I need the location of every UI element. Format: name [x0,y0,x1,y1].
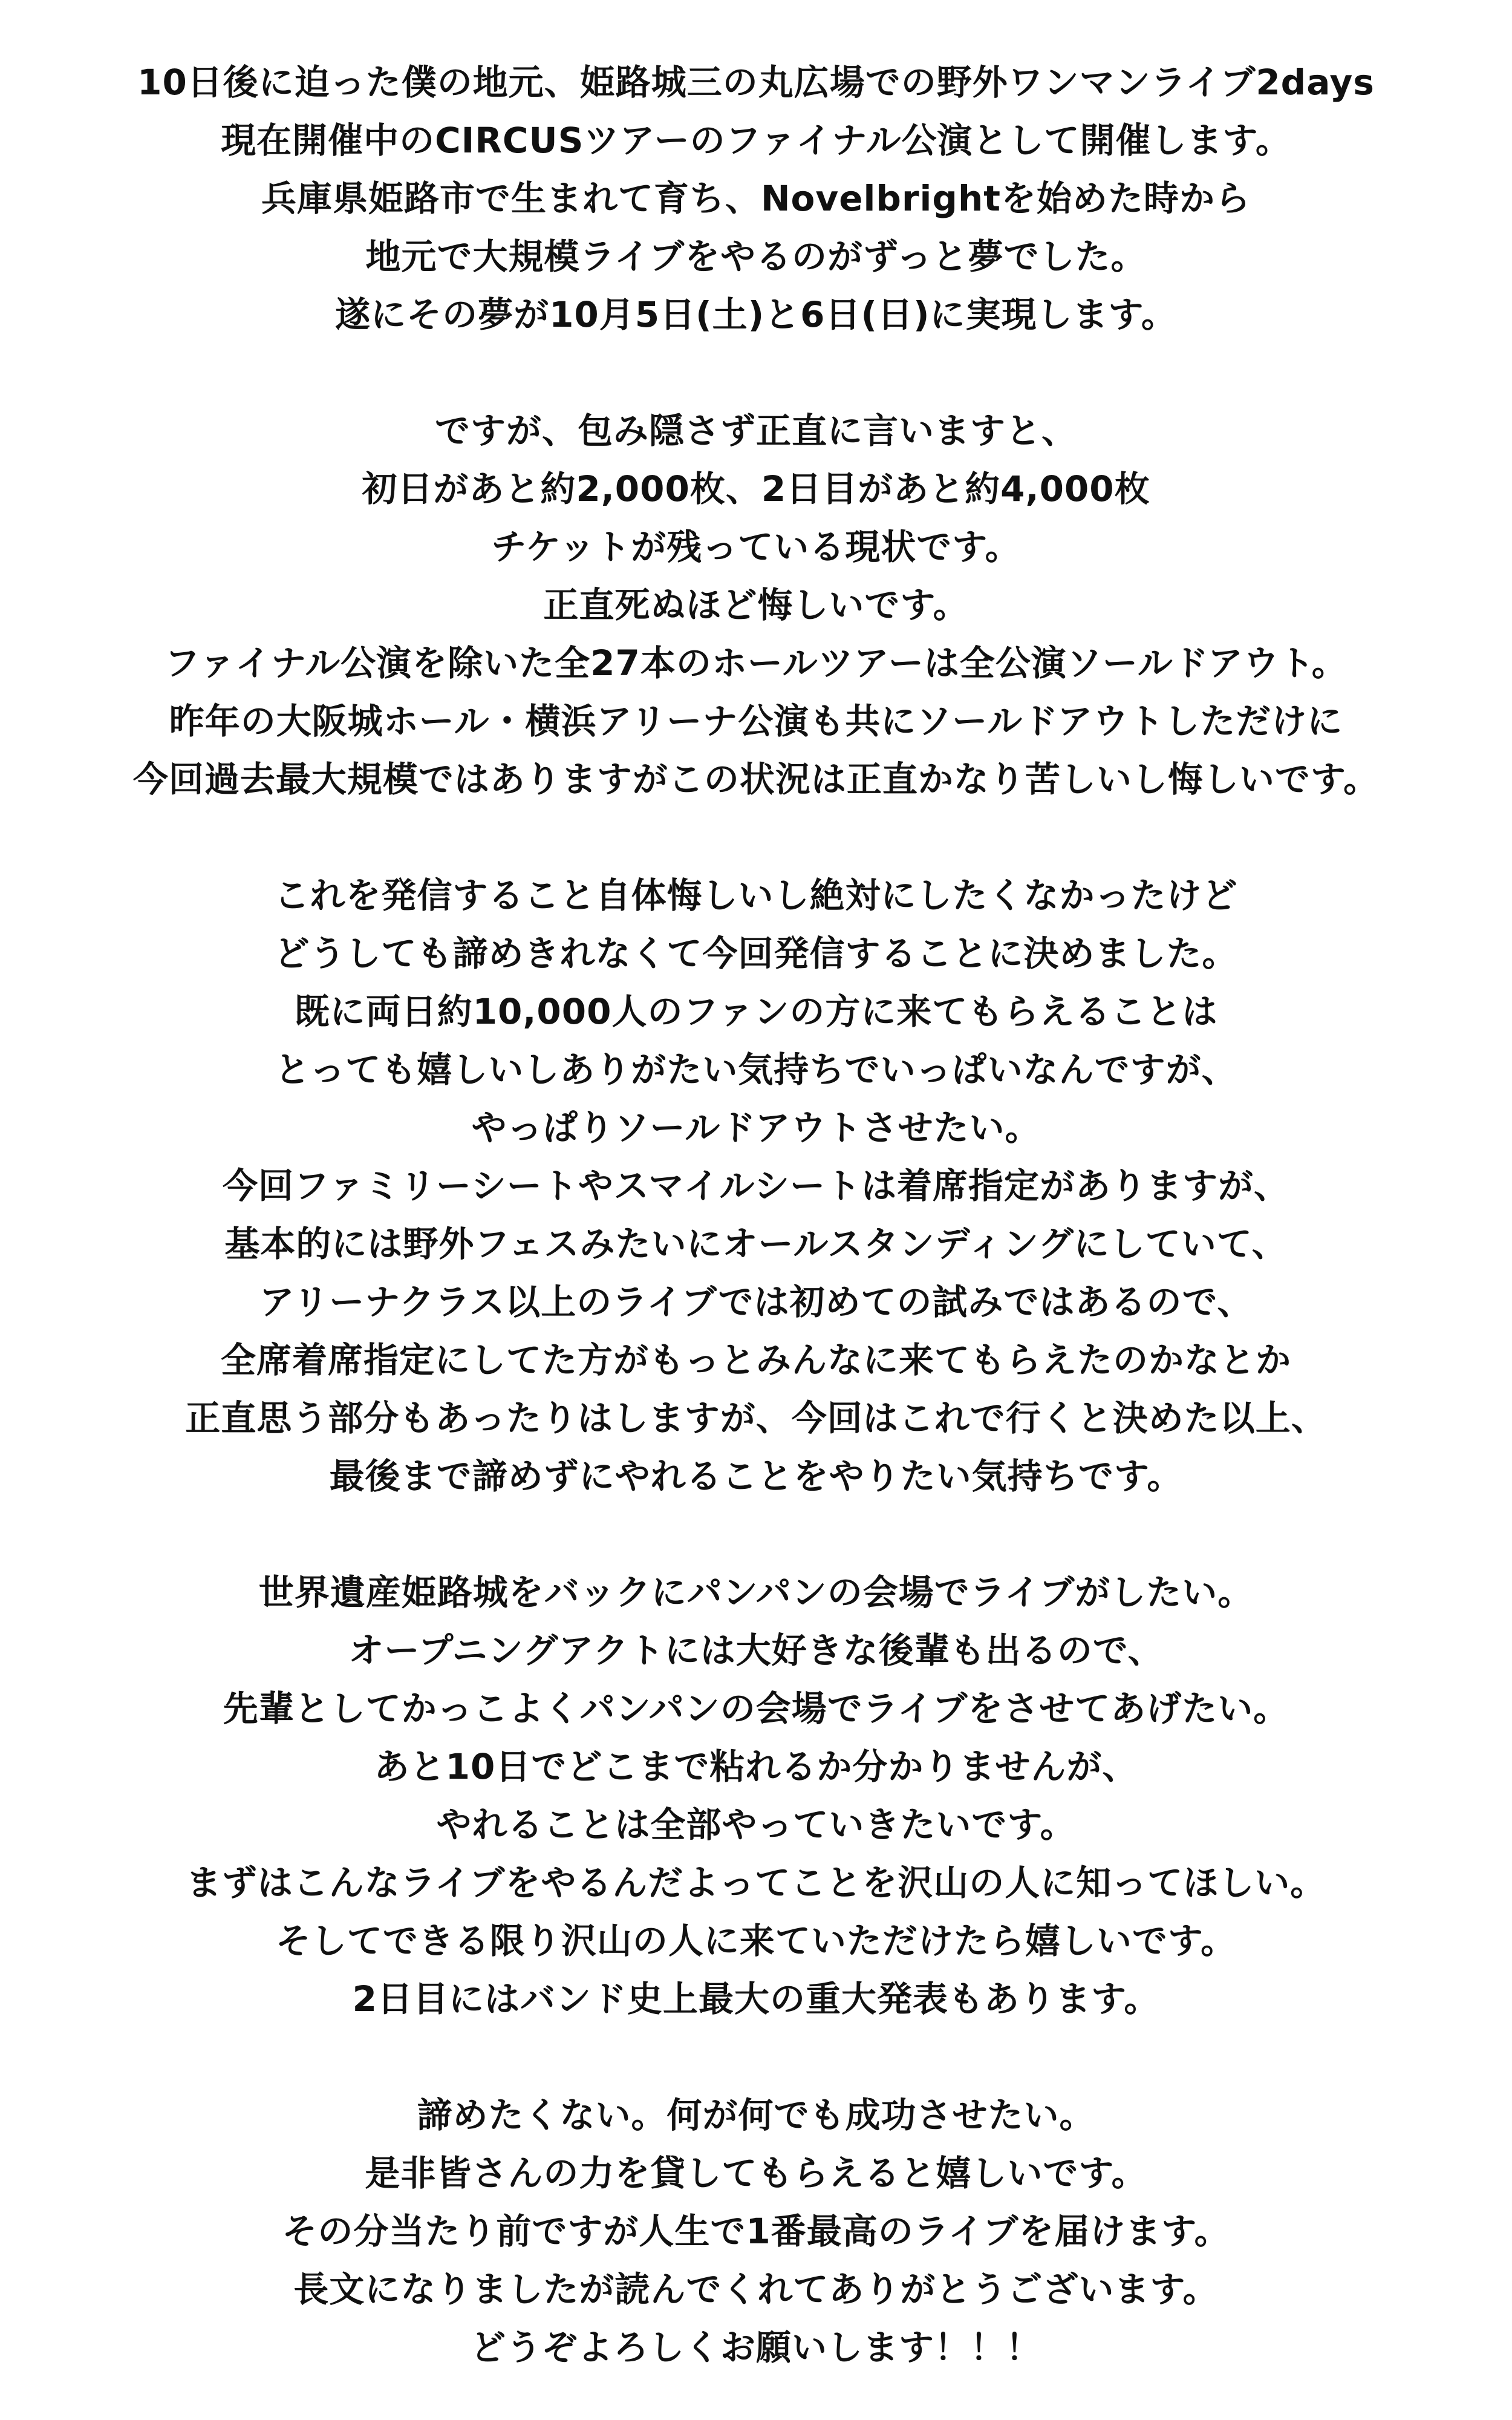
text-line: どうぞよろしくお願いします！！！ [470,2327,1041,2368]
text-line: 地元で大規模ライブをやるのがずっと夢でした。 [365,236,1147,277]
paragraph-2 [0,402,1512,808]
paragraph-gap [0,808,1512,866]
text-line: オープニングアクトには大好きな後輩も出るので、 [348,1630,1164,1671]
text-line: 長文になりましたが読んでくれてありがとうございます。 [293,2269,1219,2310]
text-line: 正直思う部分もあったりはしますが、今回はこれで行くと決めた以上、 [185,1398,1327,1439]
text-line: ファイナル公演を除いた全27本のホールツアーは全公演ソールドアウト。 [165,643,1347,684]
text-line: そしてできる限り沢山の人に来ていただけたら嬉しいです。 [275,1920,1237,1961]
text-line: 2日目にはバンド史上最大の重大発表もあります。 [352,1978,1160,2019]
text-line: まずはこんなライブをやるんだよってことを沢山の人に知ってほしい。 [186,1862,1326,1903]
text-line: 先輩としてかっこよくパンパンの会場でライブをさせてあげたい。 [223,1688,1289,1729]
text-line: その分当たり前ですが人生で1番最高のライブを届けます。 [282,2211,1230,2252]
text-line: 全席着席指定にしてた方がもっとみんなに来てもらえたのかなとか [220,1339,1291,1381]
text-line: あと10日でどこまで粘れるか分かりませんが、 [374,1746,1138,1787]
text-line: 諦めたくない。何が何でも成功させたい。 [417,2095,1095,2136]
paragraph-gap [0,344,1512,402]
text-line: 基本的には野外フェスみたいにオールスタンディングにしていて、 [224,1223,1288,1264]
text-line: とっても嬉しいしありがたい気持ちでいっぱいなんですが、 [275,1049,1237,1090]
text-line: 是非皆さんの力を貸してもらえると嬉しいです。 [365,2153,1147,2194]
text-line: 今回ファミリーシートやスマイルシートは着席指定がありますが、 [223,1165,1289,1206]
paragraph-gap [0,2028,1512,2086]
text-line: 昨年の大阪城ホール・横浜アリーナ公演も共にソールドアウトしただけに [169,701,1343,742]
text-line: 兵庫県姫路市で生まれて育ち、Novelbrightを始めた時から [261,178,1251,219]
text-line: 正直死ぬほど悔しいです。 [543,584,969,626]
text-line: やれることは全部やっていきたいです。 [436,1804,1076,1845]
text-line: やっぱりソールドアウトさせたい。 [471,1107,1041,1148]
paragraph-3 [0,866,1512,1505]
text-line: 10日後に迫った僕の地元、姫路城三の丸広場での野外ワンマンライブ2days [137,62,1375,103]
text-line: 現在開催中のCIRCUSツアーのファイナル公演として開催します。 [221,120,1291,161]
text-line: どうしても諦めきれなくて今回発信することに決めました。 [274,933,1238,974]
text-line: 遂にその夢が10月5日(土)と6日(日)に実現します。 [335,294,1177,335]
text-line: チケットが残っている現状です。 [491,526,1021,567]
text-line: これを発信すること自体悔しいし絶対にしたくなかったけど [274,875,1238,916]
paragraph-gap [0,1505,1512,1563]
paragraph-4 [0,1563,1512,2028]
message-document [0,53,1512,2376]
paragraph-1 [0,53,1512,344]
text-line: 今回過去最大規模ではありますがこの状況は正直かなり苦しいし悔しいです。 [132,759,1380,800]
text-line: アリーナクラス以上のライブでは初めての試みではあるので、 [259,1281,1253,1323]
text-line: 世界遺産姫路城をバックにパンパンの会場でライブがしたい。 [258,1572,1254,1613]
text-line: 既に両日約10,000人のファンの方に来てもらえることは [294,991,1218,1032]
paragraph-5 [0,2086,1512,2376]
text-line: 最後まで諦めずにやれることをやりたい気持ちです。 [329,1456,1183,1497]
text-line: ですが、包み隠さず正直に言いますと、 [434,410,1077,451]
text-line: 初日があと約2,000枚、2日目があと約4,000枚 [362,468,1150,509]
